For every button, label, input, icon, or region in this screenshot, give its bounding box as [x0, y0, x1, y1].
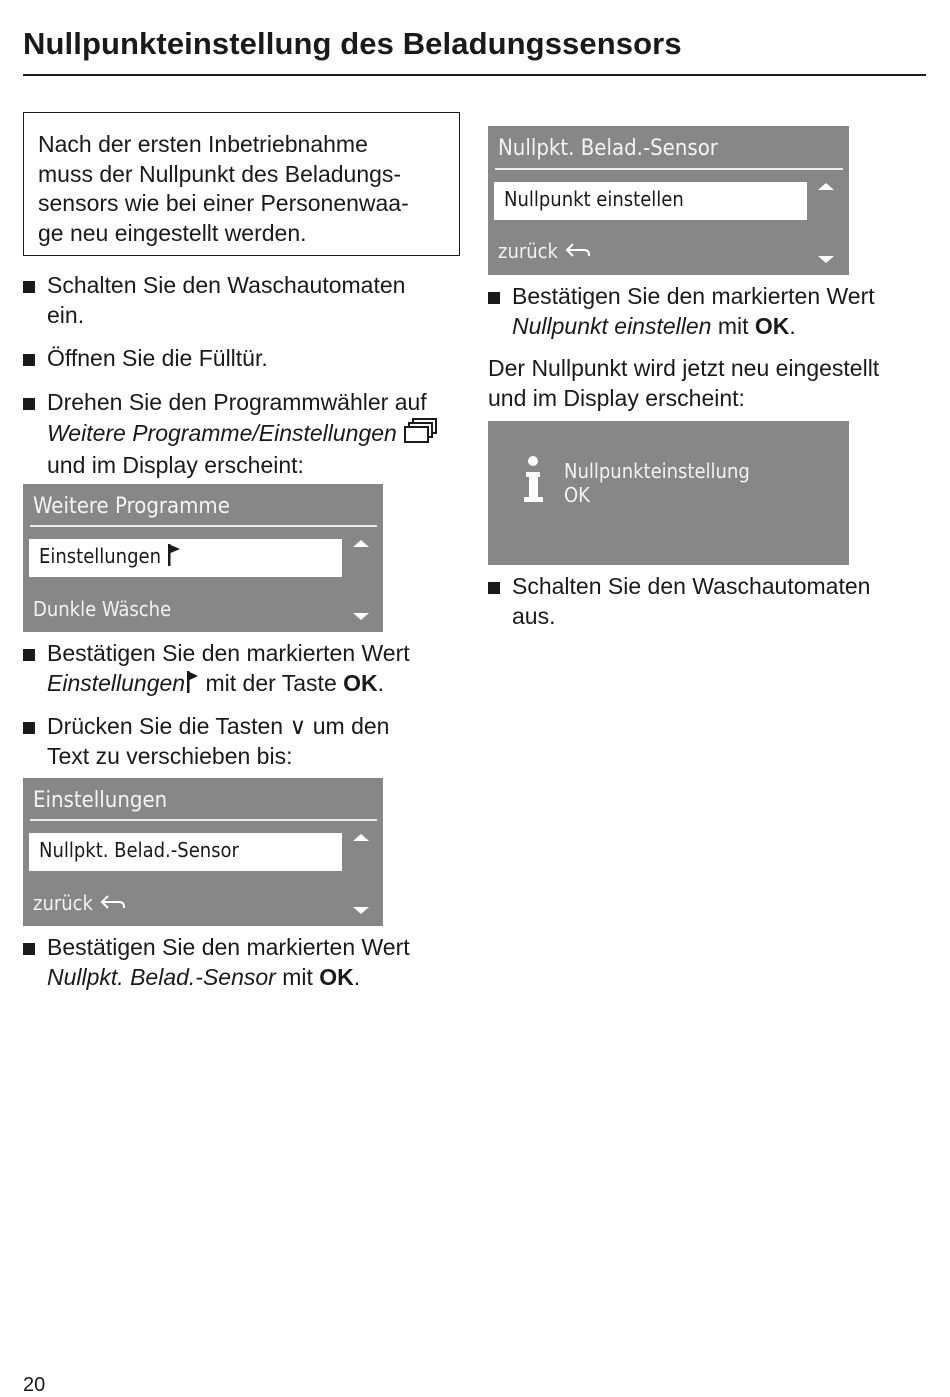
step-text: Schalten Sie den Waschautomaten [47, 272, 406, 298]
scroll-up-icon [818, 183, 834, 190]
note-line: Nach der ersten Inbetriebnahme [38, 131, 368, 157]
key-ok: OK [343, 669, 378, 696]
flag-icon [185, 670, 199, 702]
display-next-row [33, 891, 127, 918]
bullet-icon [23, 281, 35, 293]
step-text: mit der Taste [199, 669, 344, 696]
bullet-icon [23, 722, 35, 734]
info-icon [520, 455, 546, 509]
step-text-italic-row [47, 418, 437, 452]
display-next-row: Dunkle Wäsche [33, 597, 172, 621]
step-text: Drehen Sie den Programmwähler auf [47, 389, 427, 415]
step-text: Bestätigen Sie den markierten Wert [47, 934, 410, 960]
note-line: muss der Nullpunkt des Beladungs- [38, 160, 402, 187]
note-line: sensors wie bei einer Personenwaa- [38, 190, 409, 216]
display-next-text: zurück [33, 891, 93, 915]
display-nullpkt-sensor [488, 126, 849, 275]
step-text-italic: Weitere Programme/Einstellungen [47, 419, 397, 446]
display-divider [495, 168, 843, 170]
scroll-up-icon [353, 834, 369, 841]
step-text: um den [306, 713, 390, 739]
page-title: Nullpunkteinstellung des Beladungssensors [23, 26, 682, 61]
display-next-row [498, 239, 592, 266]
display-einstellungen [23, 778, 383, 926]
display-divider [30, 819, 377, 821]
display-weitere-programme [23, 484, 383, 632]
step-text: aus. [512, 602, 556, 629]
step-text: Schalten Sie den Waschautomaten [512, 573, 871, 599]
info-note-box [23, 112, 460, 256]
display-divider [30, 525, 377, 527]
display-header: Weitere Programme [33, 494, 230, 519]
scroll-down-icon [818, 256, 834, 263]
step-text: Bestätigen Sie den markierten Wert [512, 283, 875, 309]
step-text: . [789, 312, 796, 339]
step-text: mit [275, 963, 320, 990]
bullet-icon [23, 354, 35, 366]
step-text: Bestätigen Sie den markierten Wert [47, 640, 410, 666]
display-header: Nullpkt. Belad.-Sensor [498, 136, 718, 161]
programs-icon [403, 418, 437, 452]
step-text-italic: Einstellungen [47, 669, 186, 696]
back-arrow-icon [99, 893, 127, 918]
flag-icon [167, 544, 181, 571]
step-text-italic: Nullpunkt einstellen [512, 312, 712, 339]
key-ok: OK [754, 312, 790, 339]
display-selected-row: Nullpkt. Belad.-Sensor [29, 833, 342, 871]
display-selected-row [29, 539, 342, 577]
key-ok: OK [319, 963, 354, 990]
title-divider [23, 74, 926, 76]
scroll-up-icon [353, 540, 369, 547]
step-text-italic: Nullpkt. Belad.-Sensor [47, 963, 276, 990]
step-text: . [353, 963, 361, 990]
display-status: OK [564, 483, 590, 507]
back-arrow-icon [564, 241, 592, 266]
scroll-down-icon [353, 613, 369, 620]
step-text: Öffnen Sie die Fülltür. [47, 345, 268, 371]
step-text: Text zu verschieben bis: [47, 742, 293, 769]
page-number: 20 [23, 1374, 46, 1396]
step-text-row [47, 669, 410, 702]
paragraph-line: und im Display erscheint: [488, 384, 745, 411]
step-text-row [47, 963, 410, 993]
note-line: ge neu eingestellt werden. [38, 219, 307, 246]
scroll-down-icon [353, 907, 369, 914]
bullet-icon [23, 649, 35, 661]
bullet-icon [23, 398, 35, 410]
info-paragraph [488, 354, 879, 413]
step-text: ein. [47, 301, 85, 328]
bullet-icon [488, 582, 500, 594]
display-next-text: zurück [498, 239, 558, 263]
display-header: Einstellungen [33, 788, 168, 813]
step-text: mit [711, 312, 755, 339]
display-nullpunkteinstellung [488, 421, 849, 565]
step-text: Drücken Sie die Tasten [47, 713, 290, 739]
step-text: und im Display erscheint: [47, 452, 304, 478]
step-text-row [47, 712, 389, 742]
step-text: . [377, 669, 385, 696]
paragraph-line: Der Nullpunkt wird jetzt neu eingestellt [488, 355, 880, 381]
bullet-icon [488, 292, 500, 304]
step-text-row [512, 312, 875, 342]
bullet-icon [23, 943, 35, 955]
down-key-icon: ∨ [289, 713, 307, 739]
display-selected-text: Einstellungen [39, 544, 161, 568]
display-message: Nullpunkteinstellung [564, 459, 750, 483]
display-selected-row: Nullpunkt einstellen [494, 182, 807, 220]
